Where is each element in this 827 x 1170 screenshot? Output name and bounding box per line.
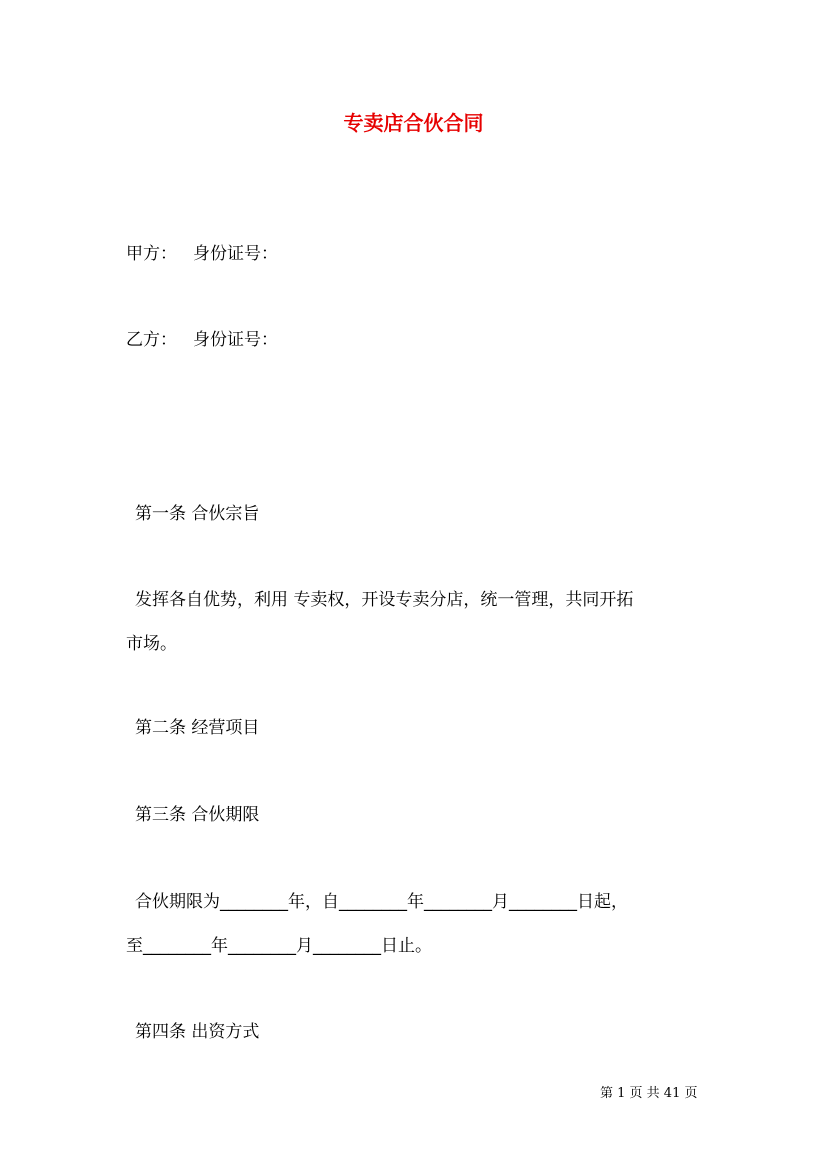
article-3-text-line-1: 合伙期限为________年，自________年________月________日起， (135, 892, 628, 912)
article-2-heading: 第二条 经营项目 (135, 718, 260, 738)
article-1-text-line-2: 市场。 (126, 634, 177, 654)
page-number: 第 1 页 共 41 页 (600, 1086, 698, 1101)
party-a-label: 甲方： (126, 244, 177, 264)
article-1-heading: 第一条 合伙宗旨 (135, 504, 260, 524)
article-1-text-line-1: 发挥各自优势，利用 专卖权，开设专卖分店，统一管理，共同开拓 (135, 590, 634, 610)
party-b-label: 乙方： (126, 330, 177, 350)
party-a-line (126, 242, 278, 266)
document-title: 专卖店合伙合同 (343, 111, 484, 135)
article-3-heading: 第三条 合伙期限 (135, 805, 260, 825)
party-a-id-label: 身份证号： (193, 244, 278, 264)
party-b-id-label: 身份证号： (193, 330, 278, 350)
party-b-line (126, 328, 278, 352)
article-3-text-line-2: 至________年________月________日止。 (126, 936, 432, 956)
article-4-heading: 第四条 出资方式 (135, 1022, 260, 1042)
